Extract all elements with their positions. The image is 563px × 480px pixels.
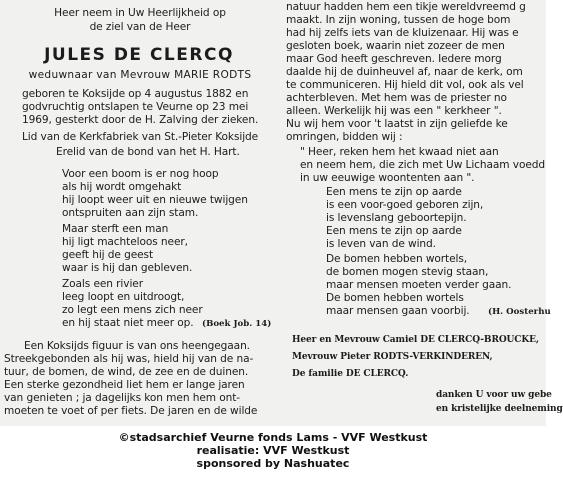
bio-line: godvruchtig ontslapen te Veurne op 23 mei xyxy=(22,101,249,113)
realisation-credit: realisatie: VVF Westkust xyxy=(196,444,350,457)
bio-line: geboren te Koksijde op 4 augustus 1882 en xyxy=(22,88,249,100)
paragraph-line: te communiceren. Hij hield dit vol, ook als vel xyxy=(286,79,524,91)
verse-line: is een voor-goed geboren zijn, xyxy=(326,199,484,211)
paragraph-line: Nu wij hem voor 't laatst in zijn geliefde ke xyxy=(286,118,508,130)
paragraph-line: tuur, de bomen, de wind, de zee en de duinen. xyxy=(4,366,249,378)
verse-line: maar mensen gaan voorbij. xyxy=(326,305,470,317)
poem-line: als hij wordt omgehakt xyxy=(62,181,182,193)
thanks-line: danken U voor uw gebe xyxy=(436,390,552,400)
right-column xyxy=(286,0,563,426)
verse-line: Een mens te zijn op aarde xyxy=(326,186,462,198)
bio-line: 1969, gesterkt door de H. Zalving der zieken. xyxy=(22,114,259,126)
poem-line: Maar sterft een man xyxy=(62,223,169,235)
paragraph-line: moeten te voet of per fiets. De jaren en de wilde xyxy=(4,405,258,417)
paragraph-line: van genieten ; ja dagelijks kon men hem ont- xyxy=(4,392,240,404)
intro-line: de ziel van de Heer xyxy=(89,21,191,33)
widower-line: weduwnaar van Mevrouw MARIE RODTS xyxy=(28,69,252,81)
prayer-line: in uw eeuwige woontenten aan ". xyxy=(300,172,475,184)
poem-line: geeft hij de geest xyxy=(62,249,154,261)
poem-line: Zoals een rivier xyxy=(62,278,143,290)
poem-line: hij loopt weer uit en nieuwe twijgen xyxy=(62,194,248,206)
prayer-line: en neem hem, die zich met Uw Lichaam voedd xyxy=(300,159,546,171)
sponsor-credit: sponsored by Nashuatec xyxy=(196,457,350,470)
paragraph-line: maar God heeft geschreven. Iedere morg xyxy=(286,53,502,65)
poem-line: waar is hij dan gebleven. xyxy=(62,262,193,274)
archive-credit: ©stadsarchief Veurne fonds Lams - VVF Westkust xyxy=(118,431,428,444)
verse-line: De bomen hebben wortels xyxy=(326,292,464,304)
paragraph-line: daalde hij de duinheuvel af, naar de kerk, om xyxy=(286,66,523,78)
paragraph-line: gesloten boek, waarin niet zozeer de men xyxy=(286,40,505,52)
verse-line: maar mensen moeten verder gaan. xyxy=(326,279,512,291)
left-column xyxy=(0,0,278,426)
poem-line: en hij staat niet meer op. xyxy=(62,317,194,329)
poem-line: leeg loopt en uitdroogt, xyxy=(62,291,185,303)
paragraph-line: Streekgebonden als hij was, hield hij van de na- xyxy=(4,353,254,365)
poem-line: zo legt een mens zich neer xyxy=(62,304,203,316)
role-line: Erelid van de bond van het H. Hart. xyxy=(56,146,240,158)
family-line: De familie DE CLERCQ. xyxy=(292,369,409,379)
verse-line: Een mens te zijn op aarde xyxy=(326,225,462,237)
credits-footer xyxy=(0,431,546,470)
family-line: Mevrouw Pieter RODTS-VERKINDEREN, xyxy=(292,352,493,362)
paragraph-line: Een Koksijds figuur is van ons heengegaan. xyxy=(24,340,250,352)
paragraph-line: maakt. In zijn woning, tussen de hoge bom xyxy=(286,14,511,26)
role-line: Lid van de Kerkfabriek van St.-Pieter Koksijde xyxy=(22,131,259,143)
deceased-name: JULES DE CLERCQ xyxy=(44,45,234,65)
poem-reference: (Boek Job. 14) xyxy=(202,319,272,329)
poem-line: hij ligt machteloos neer, xyxy=(62,236,188,248)
paragraph-line: natuur hadden hem een tikje wereldvreemd g xyxy=(286,1,526,13)
verse-reference: (H. Oosterhu xyxy=(488,307,551,317)
paragraph-line: Een sterke gezondheid liet hem er lange jaren xyxy=(4,379,245,391)
poem-line: ontspruiten aan zijn stam. xyxy=(62,207,199,219)
paragraph-line: achterbleven. Met hem was de priester no xyxy=(286,92,507,104)
paragraph-line: omringen, bidden wij : xyxy=(286,131,403,143)
verse-line: is leven van de wind. xyxy=(326,238,436,250)
paragraph-line: had hij zelfs iets van de kluizenaar. Hij was e xyxy=(286,27,519,39)
verse-line: De bomen hebben wortels, xyxy=(326,253,468,265)
poem-line: Voor een boom is er nog hoop xyxy=(62,168,219,180)
verse-line: de bomen mogen stevig staan, xyxy=(326,266,489,278)
prayer-line: " Heer, reken hem het kwaad niet aan xyxy=(300,146,499,158)
paragraph-line: alleen. Werkelijk hij was een " kerkheer ". xyxy=(286,105,502,117)
verse-line: is levenslang geboortepijn. xyxy=(326,212,467,224)
thanks-line: en kristelijke deelneming xyxy=(436,404,563,414)
family-line: Heer en Mevrouw Camiel DE CLERCQ-BROUCKE, xyxy=(292,335,539,345)
intro-line: Heer neem in Uw Heerlijkheid op xyxy=(54,7,226,19)
